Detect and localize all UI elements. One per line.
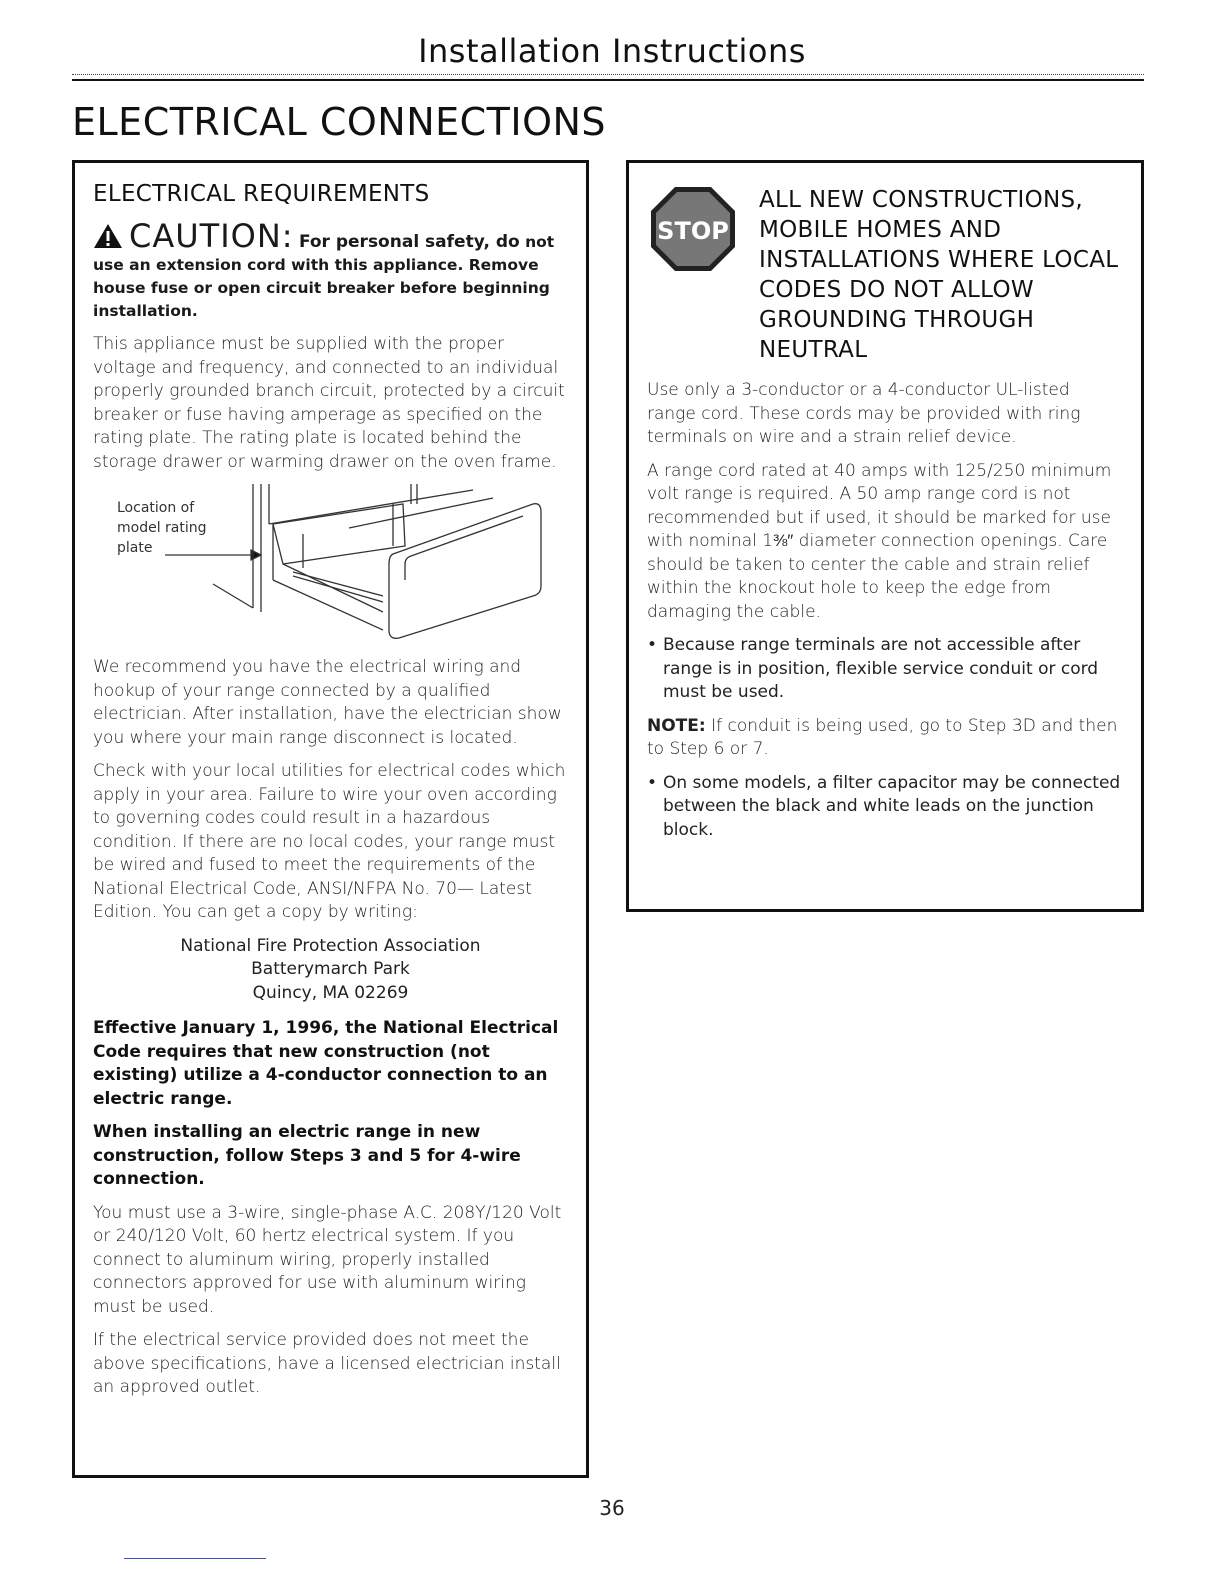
address-line-1: National Fire Protection Association <box>180 935 481 956</box>
stop-heading-row <box>647 185 1123 365</box>
conduit-bullet: • Because range terminals are not accessible after range is in position, flexible service conduit or cord must be used. <box>647 634 1123 705</box>
footer-link-rule <box>124 1558 266 1559</box>
capacitor-bullet-list <box>647 772 1123 843</box>
electrical-requirements-box <box>72 160 589 1478</box>
conduit-bullet-list <box>647 634 1123 705</box>
address-line-3: Quincy, MA 02269 <box>252 982 409 1003</box>
capacitor-bullet: • On some models, a filter capacitor may be connected between the black and white leads on the junction block. <box>647 772 1123 843</box>
stop-sign-icon <box>649 185 737 273</box>
stop-sign-text: STOP <box>657 217 729 245</box>
range-cord-paragraph: Use only a 3-conductor or a 4-conductor UL-listed range cord. These cords may be provided with ring terminals on wire and a strain relief device. <box>647 380 1081 447</box>
new-construction-notice: When installing an electric range in new construction, follow Steps 3 and 5 for 4-wire connection. <box>93 1122 521 1189</box>
local-codes-paragraph: Check with your local utilities for electrical codes which apply in your area. Failure to wire your oven according to governing codes could result in a hazardous condition. If there are no local codes, your range must be wired and fused to meet the requirements of the National Electrical Code, ANSI/NFPA No. 70— Latest Edition. You can get a copy by writing: <box>93 761 566 922</box>
heading-line-6: NEUTRAL <box>759 337 868 363</box>
supply-paragraph: This appliance must be supplied with the proper voltage and frequency, and connected to an individual properly grounded branch circuit, protected by a circuit breaker or fuse having amperage as specified on the rating plate. The rating plate is located behind the storage drawer or warming drawer on the oven frame. <box>93 334 565 472</box>
note-label: NOTE: <box>647 715 706 736</box>
licensed-electrician-paragraph: If the electrical service provided does not meet the above specifications, have a licensed electrician install an approved outlet. <box>93 1330 561 1397</box>
caution-lead: For personal safety, do <box>298 232 520 252</box>
conduit-note <box>647 715 1123 762</box>
section-title: ELECTRICAL CONNECTIONS <box>72 100 607 144</box>
page-header-title: Installation Instructions <box>418 32 806 70</box>
nec-1996-notice: Effective January 1, 1996, the National Electrical Code requires that new construction (not existing) utilize a 4-conductor connection to an electric range. <box>93 1018 559 1109</box>
rating-plate-figure <box>93 484 568 644</box>
heading-line-4: CODES DO NOT ALLOW <box>759 277 1034 303</box>
drawer-illustration <box>93 484 573 644</box>
heading-line-2: MOBILE HOMES AND <box>759 217 1002 243</box>
caution-text: not use an extension cord with this appliance. Remove house fuse or open circuit breaker before beginning installation. <box>93 233 555 320</box>
heading-line-1: ALL NEW CONSTRUCTIONS, <box>759 187 1084 213</box>
warning-triangle-icon <box>93 223 123 249</box>
figure-label-line-1: Location of <box>117 500 195 516</box>
electrical-requirements-heading: ELECTRICAL REQUIREMENTS <box>93 181 430 207</box>
heading-line-5: GROUNDING THROUGH <box>759 307 1035 333</box>
address-line-2: Batterymarch Park <box>251 959 410 979</box>
nfpa-address <box>93 935 568 1006</box>
electrician-paragraph: We recommend you have the electrical wiring and hookup of your range connected by a qualified electrician. After installation, have the electrician show you where your main range disconnect is located. <box>93 657 562 748</box>
caution-notice <box>93 217 568 323</box>
header-rule <box>72 74 1144 81</box>
figure-label-line-3: plate <box>117 540 153 556</box>
new-constructions-heading <box>759 185 1123 365</box>
heading-line-3: INSTALLATIONS WHERE LOCAL <box>759 247 1119 273</box>
caution-word: CAUTION: <box>129 217 294 255</box>
cord-rating-paragraph: A range cord rated at 40 amps with 125/250 minimum volt range is required. A 50 amp range cord is not recommended but if used, it should be marked for use with nominal 1⅜″ diameter connection openings. Care should be taken to center the cable and strain relief within the knockout hole to keep the edge from damaging the cable. <box>647 460 1112 622</box>
wiring-system-paragraph: You must use a 3-wire, single-phase A.C. 208Y/120 Volt or 240/120 Volt, 60 hertz electrical system. If you connect to aluminum wiring, properly installed connectors approved for use with aluminum wiring must be used. <box>93 1202 562 1317</box>
figure-label-line-2: model rating <box>117 520 207 536</box>
new-constructions-box <box>626 160 1144 912</box>
note-text: If conduit is being used, go to Step 3D and then to Step 6 or 7. <box>647 715 1118 759</box>
page-number: 36 <box>599 1496 625 1520</box>
